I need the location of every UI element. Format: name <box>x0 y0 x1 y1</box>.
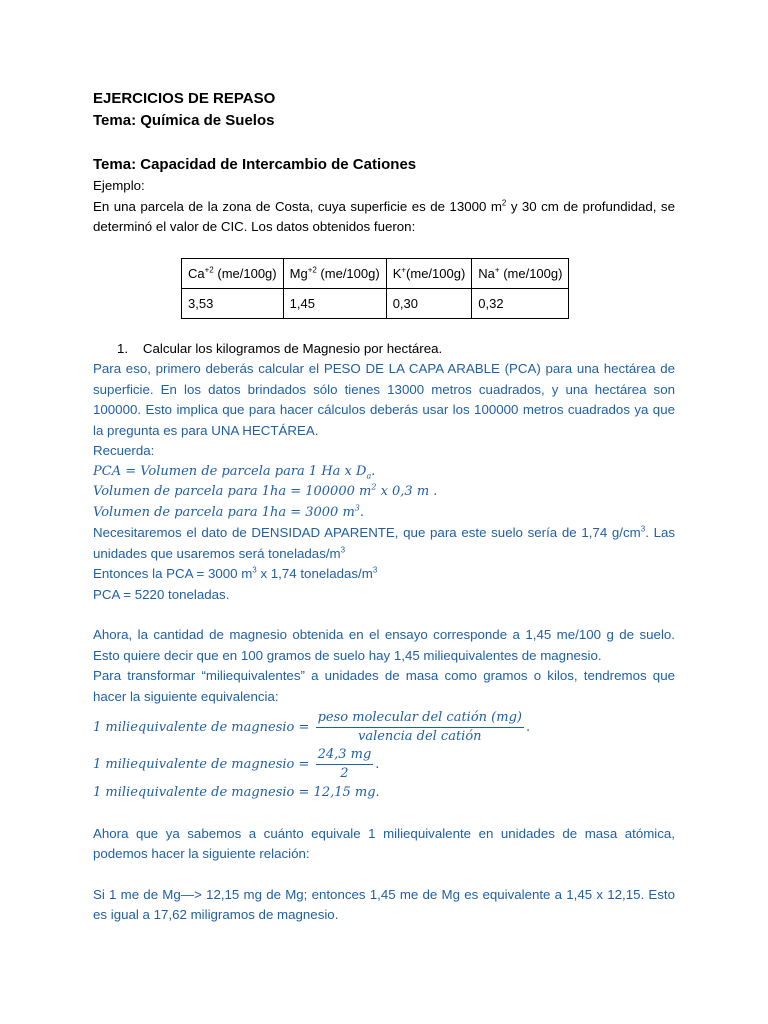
ion-charge: + <box>494 265 500 275</box>
table-header-cell <box>283 258 386 288</box>
equation-fraction <box>316 709 524 746</box>
equation-fraction <box>316 746 374 783</box>
ion-charge: +2 <box>204 265 214 275</box>
equation-text: PCA = Volumen de parcela para 1 Ha x D <box>93 463 367 479</box>
paragraph-text: x 1,74 toneladas/m <box>256 566 373 581</box>
equation-left: 1 miliequivalente de magnesio = <box>93 720 310 735</box>
ion-unit: (me/100g) <box>499 265 563 281</box>
table-cell: 0,32 <box>472 288 569 318</box>
intro-sup: 2 <box>501 198 507 208</box>
solution-paragraph-8: Si 1 me de Mg—> 12,15 mg de Mg; entonces 1,45 me de Mg es equivalente a 1,45 x 12,15. Esto es igual a 17,62 miligramos de magnesio. <box>93 886 675 922</box>
section-heading <box>93 154 675 176</box>
paragraph-text: Entonces la PCA = 3000 m <box>93 566 253 581</box>
section-text: Capacidad de Intercambio de Cationes <box>136 156 417 173</box>
topic-text: Química de Suelos <box>136 112 275 129</box>
equation-text: Volumen de parcela para 1ha = 3000 m <box>93 504 355 520</box>
recuerda-label: Recuerda: <box>93 443 155 458</box>
intro-text-a: En una parcela de la zona de Costa, cuya superficie es de 13000 m <box>93 198 502 214</box>
equation-miliequivalente-3: 1 miliequivalente de magnesio = 12,15 mg. <box>93 785 380 800</box>
ion-unit: (me/100g) <box>406 265 466 281</box>
section-label: Tema: <box>93 156 137 173</box>
document-body <box>93 88 675 926</box>
ion-charge: +2 <box>307 265 317 275</box>
fraction-denominator: valencia del catión <box>357 729 482 744</box>
solution-paragraph-3 <box>93 564 675 585</box>
solution-paragraph-6: Para transformar “miliequivalentes” a unidades de masa como gramos o kilos, tendremos que hacer la siguiente equivalencia: <box>93 668 675 704</box>
solution-paragraph-7: Ahora que ya sabemos a cuánto equivale 1 miliequivalente en unidades de masa atómica, podemos hacer la siguiente relación: <box>93 825 675 861</box>
table-header-cell <box>182 258 284 288</box>
equation-volume-2 <box>93 503 675 524</box>
question-item <box>93 339 675 360</box>
intro-paragraph <box>93 197 675 238</box>
equation-end: . <box>359 504 365 520</box>
topic-label: Tema: <box>93 112 137 129</box>
equation-sub: a <box>366 471 372 481</box>
equation-text: Volumen de parcela para 1ha = 100000 m <box>93 484 372 499</box>
solution-paragraph-4: PCA = 5220 toneladas. <box>93 586 230 602</box>
ion-unit: (me/100g) <box>213 265 277 281</box>
equation-pca <box>93 462 675 483</box>
ion-unit: (me/100g) <box>316 265 380 281</box>
equation-end: . <box>525 720 531 735</box>
equation-miliequivalente-1 <box>93 709 675 746</box>
paragraph-sup: 3 <box>372 565 378 575</box>
equation-end: . <box>375 757 380 772</box>
spacer <box>93 605 675 625</box>
intro-text-b: y 30 cm de profundidad, se determinó el valor de CIC. Los datos obtenidos fueron: <box>93 198 675 234</box>
equation-volume-1 <box>93 482 675 503</box>
ion-name: Mg <box>289 265 308 281</box>
page-title: EJERCICIOS DE REPASO <box>93 90 276 107</box>
spacer <box>93 804 675 824</box>
cic-table <box>181 258 569 319</box>
spacer <box>93 865 675 885</box>
paragraph-text: Necesitaremos el dato de DENSIDAD APARENTE, que para este suelo sería de 1,74 g/cm <box>93 525 641 540</box>
solution-paragraph-5: Ahora, la cantidad de magnesio obtenida en el ensayo corresponde a 1,45 me/100 g de suelo. Esto quiere decir que en 100 gramos de suelo hay 1,45 miliequivalentes de magnesio. <box>93 627 675 663</box>
equation-sup: 3 <box>354 503 360 513</box>
fraction-denominator: 2 <box>340 766 349 781</box>
ion-name: Na <box>478 265 495 281</box>
fraction-numerator: peso molecular del catión (mg) <box>316 709 524 728</box>
equation-sup: 2 <box>371 482 377 492</box>
question-text: Calcular los kilogramos de Magnesio por hectárea. <box>142 340 443 356</box>
question-number: 1. <box>117 340 129 356</box>
equation-end: . <box>371 463 376 479</box>
equation-left: 1 miliequivalente de magnesio = <box>93 757 310 772</box>
ion-name: Ca <box>188 265 205 281</box>
solution-paragraph-1: Para eso, primero deberás calcular el PESO DE LA CAPA ARABLE (PCA) para una hectárea de superficie. En los datos brindados sólo tienes 13000 metros cuadrados, y una hectárea son 100000. Esto implica que para hacer cálculos deberás usar los 100000 metros cuadrados ya que la pregunta es para UNA HECTÁREA. <box>93 361 675 438</box>
solution-paragraph-2 <box>93 523 675 564</box>
table-cell: 3,53 <box>182 288 284 318</box>
paragraph-sup: 3 <box>340 545 346 555</box>
table-cell: 0,30 <box>386 288 472 318</box>
ion-name: K <box>392 265 402 281</box>
paragraph-sup: 3 <box>252 565 257 575</box>
paragraph-text: . Las unidades que usaremos será toneladas/m <box>93 525 676 561</box>
topic-heading <box>93 110 675 132</box>
table-header-cell <box>386 258 472 288</box>
paragraph-sup: 3 <box>640 524 646 534</box>
fraction-numerator: 24,3 mg <box>316 746 374 765</box>
example-label: Ejemplo: <box>93 178 145 193</box>
table-header-cell <box>472 258 569 288</box>
equation-miliequivalente-2 <box>93 746 675 783</box>
equation-end: x 0,3 m . <box>376 484 438 499</box>
ion-charge: + <box>401 265 407 275</box>
table-header-row <box>182 258 569 288</box>
table-cell: 1,45 <box>283 288 386 318</box>
table-row <box>182 288 569 318</box>
